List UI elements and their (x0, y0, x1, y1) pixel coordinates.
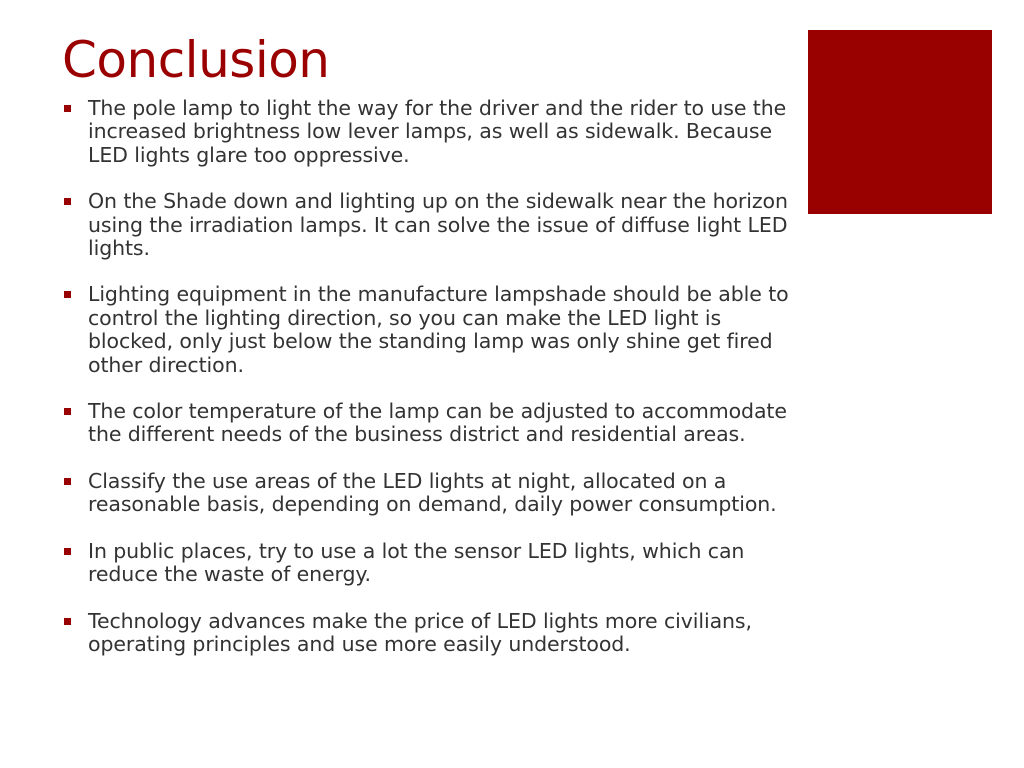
bullet-text: On the Shade down and lighting up on the sidewalk near the horizon using the irradiation lamps. It can solve the issue of diffuse light LED lights. (88, 189, 788, 261)
square-bullet-icon (64, 291, 71, 298)
bullet-text: Classify the use areas of the LED lights at night, allocated on a reasonable basis, depending on demand, daily power consumption. (88, 468, 777, 517)
bullet-text: Technology advances make the price of LED lights more civilians, operating principles and use more easily understood. (88, 608, 752, 656)
bullet-item (62, 283, 802, 377)
bullet-text: The color temperature of the lamp can be adjusted to accommodate the different needs of the business district and residential areas. (88, 399, 787, 447)
square-bullet-icon (64, 198, 71, 205)
bullet-item (62, 610, 802, 657)
bullet-text: In public places, try to use a lot the sensor LED lights, which can reduce the waste of energy. (88, 538, 745, 587)
accent-block (808, 30, 992, 214)
bullet-item (62, 470, 802, 517)
square-bullet-icon (64, 478, 71, 485)
bullet-item (62, 540, 802, 587)
bullet-item (62, 190, 802, 260)
slide-title: Conclusion (62, 31, 330, 89)
bullet-item (62, 97, 802, 167)
square-bullet-icon (64, 408, 71, 415)
bullet-text: Lighting equipment in the manufacture lampshade should be able to control the lighting direction, so you can make the LED light is blocked, only just below the standing lamp was only shine get fired other direction. (88, 282, 789, 377)
square-bullet-icon (64, 618, 71, 625)
bullet-text: The pole lamp to light the way for the driver and the rider to use the increased brightness low lever lamps, as well as sidewalk. Because LED lights glare too oppressive. (88, 96, 787, 167)
square-bullet-icon (64, 548, 71, 555)
square-bullet-icon (64, 105, 71, 112)
bullet-item (62, 400, 802, 447)
bullet-list (62, 97, 802, 656)
